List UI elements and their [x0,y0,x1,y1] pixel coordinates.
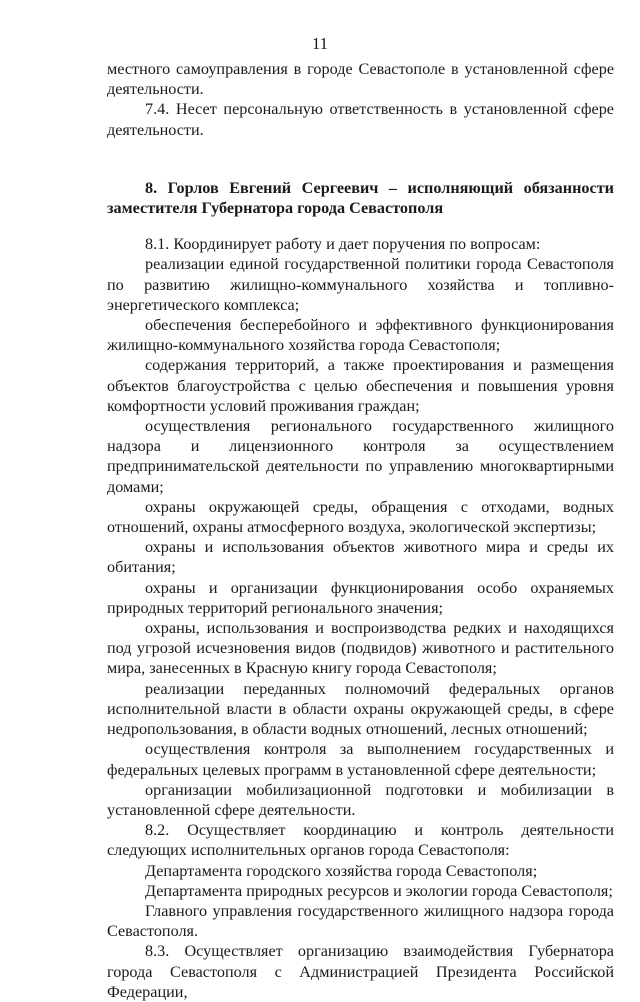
paragraph: охраны и использования объектов животного мира и среды их обитания; [107,538,614,577]
page-number: 11 [311,34,329,53]
paragraph: охраны окружающей среды, обращения с отходами, водных отношений, охраны атмосферного воздуха, экологической экспертизы; [107,497,614,537]
paragraph: 8.1. Координирует работу и дает поручения по вопросам: [145,235,541,254]
paragraph: 8.2. Осуществляет координацию и контроль деятельности следующих исполнительных органов города Севастополя: [107,821,614,860]
paragraph: охраны и организации функционирования особо охраняемых природных территорий регионального значения; [107,578,614,617]
paragraph: осуществления контроля за выполнением государственных и федеральных целевых программ в установленной сфере деятельности; [107,740,614,779]
section-heading: 8. Горлов Евгений Сергеевич – исполняющий обязанности заместителя Губернатора города Севастополя [107,178,614,218]
paragraph: 7.4. Несет персональную ответственность в установленной сфере деятельности. [107,100,614,139]
paragraph: охраны, использования и воспроизводства редких и находящихся под угрозой исчезновения видов (подвидов) животного и растительного мира, занесенных в Красную книгу города Севастополя; [107,619,614,678]
paragraph: Департамента природных ресурсов и экологии города Севастополя; [145,881,613,900]
paragraph: реализации единой государственной политики города Севастополя по развитию жилищно-коммунального хозяйства и топливно-энергетического комплекса; [107,255,614,314]
paragraph: обеспечения бесперебойного и эффективного функционирования жилищно-коммунального хозяйства города Севастополя; [107,316,614,355]
paragraph: 8.3. Осуществляет организацию взаимодействия Губернатора города Севастополя с Администрацией Президента Российской Федерации, [107,942,614,1001]
paragraph: Департамента городского хозяйства города Севастополя; [145,861,538,880]
document-body [107,59,614,1002]
paragraph: организации мобилизационной подготовки и мобилизации в установленной сфере деятельности. [107,780,614,819]
paragraph: местного самоуправления в городе Севастополе в установленной сфере деятельности. [107,60,614,99]
paragraph: осуществления регионального государственного жилищного надзора и лицензионного контроля за осуществлением предпринимательской деятельности по управлению многоквартирными домами; [107,417,614,496]
paragraph: реализации переданных полномочий федеральных органов исполнительной власти в области охраны окружающей среды, в сфере недропользования, в области водных отношений, лесных отношений; [107,679,614,739]
paragraph: Главного управления государственного жилищного надзора города Севастополя. [107,901,614,941]
paragraph: содержания территорий, а также проектирования и размещения объектов благоустройства с целью обеспечения и повышения уровня комфортности условий проживания граждан; [107,356,614,415]
